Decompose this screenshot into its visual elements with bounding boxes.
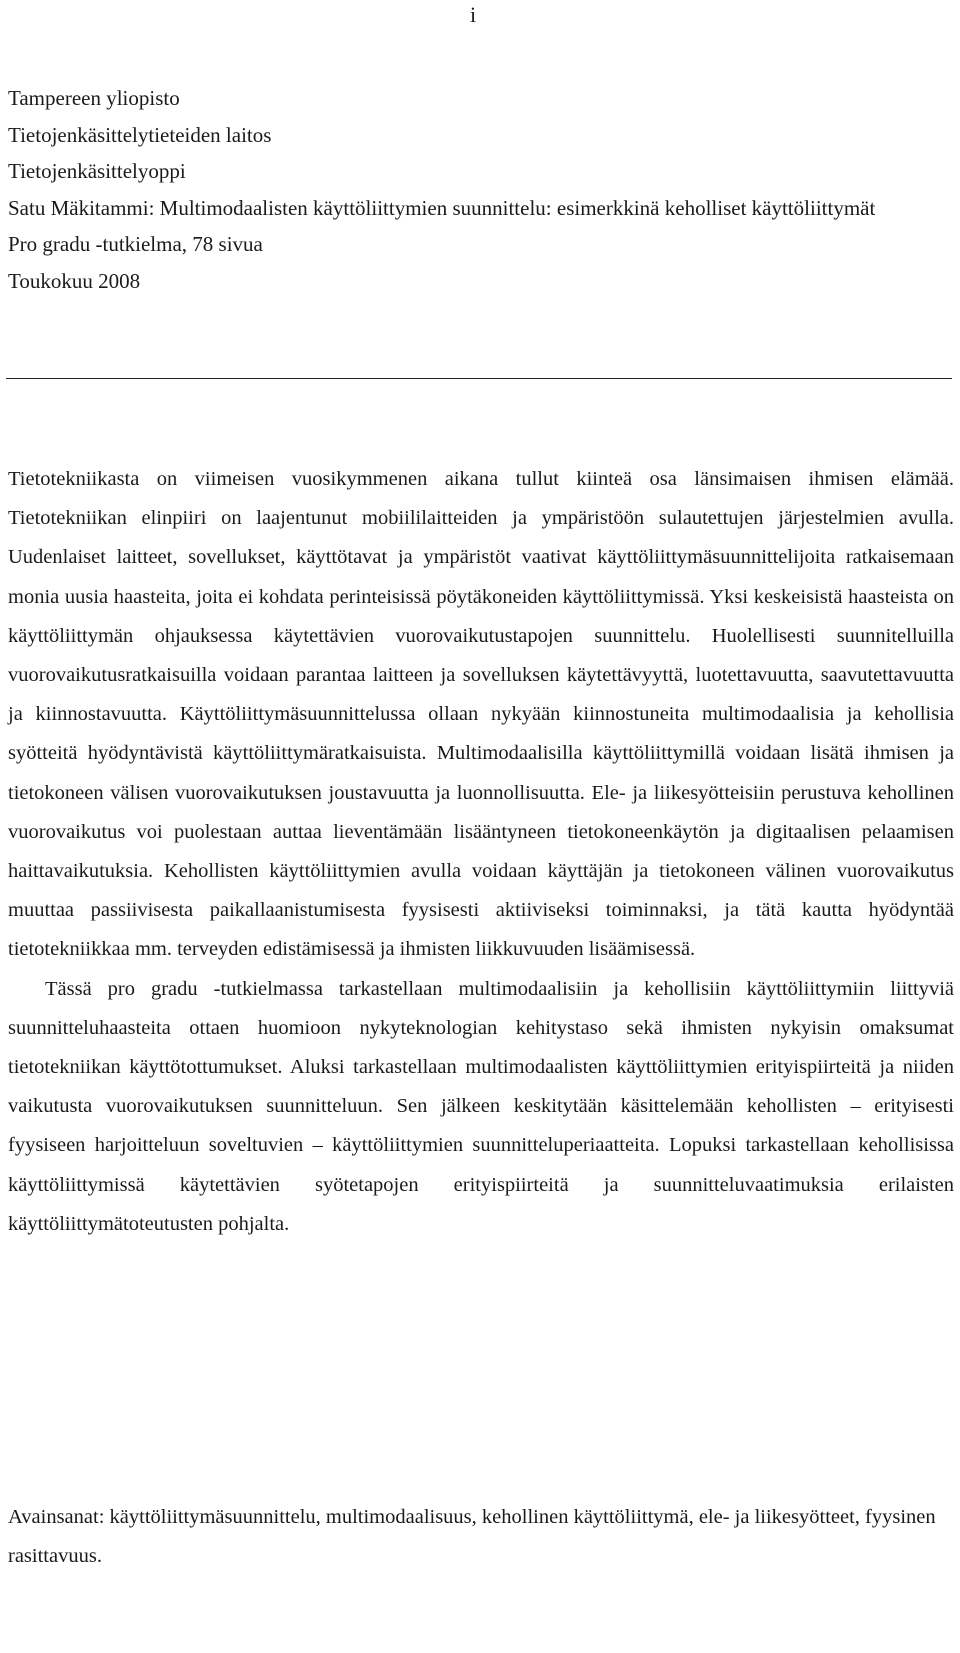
university-name: Tampereen yliopisto (8, 86, 180, 110)
horizontal-divider (6, 378, 952, 379)
department-name: Tietojenkäsittelytieteiden laitos (8, 122, 272, 147)
abstract-paragraph-2: Tässä pro gradu -tutkielmassa tarkastellaan multimodaalisiin ja kehollisiin käyttöliittymiin liittyviä suunnitteluhaasteita ottaen huomioon nykyteknologian kehitystaso sekä ihmisten nykyisin omaksumat tietotekniikan käyttötottumukset. Aluksi tarkastellaan multimodaalisten käyttöliittymien erityispiirteitä ja niiden vaikutusta vuorovaikutuksen suunnitteluun. Sen jälkeen keskitytään käsittelemään kehollisten – erityisesti fyysiseen harjoitteluun soveltuvien – käyttöliittymien suunnitteluperiaatteita. Lopuksi tarkastellaan kehollisissa käyttöliittymissä käytettävien syötetapojen erityispiirteitä ja suunnitteluvaatimuksia erilaisten käyttöliittymätoteutusten pohjalta. (8, 977, 954, 1235)
author-and-title: Satu Mäkitammi: Multimodaalisten käyttöliittymien suunnittelu: esimerkkinä keholliset käyttöliittymät (8, 195, 876, 220)
thesis-date: Toukokuu 2008 (8, 268, 141, 293)
abstract (8, 460, 954, 1244)
thesis-header (8, 80, 948, 299)
subject-name: Tietojenkäsittelyoppi (8, 159, 186, 183)
keywords: Avainsanat: käyttöliittymäsuunnittelu, multimodaalisuus, kehollinen käyttöliittymä, ele- ja liikesyötteet, fyysinen rasittavuus. (8, 1506, 936, 1567)
thesis-info: Pro gradu -tutkielma, 78 sivua (8, 232, 263, 256)
page-number: i (470, 2, 477, 27)
abstract-paragraph-1: Tietotekniikasta on viimeisen vuosikymmenen aikana tullut kiinteä osa länsimaisen ihmisen elämää. Tietotekniikan elinpiiri on laajentunut mobiililaitteiden ja ympäristöön sulautettujen järjestelmien avulla. Uudenlaiset laitteet, sovellukset, käyttötavat ja ympäristöt vaativat käyttöliittymäsuunnittelijoita ratkaisemaan monia uusia haasteita, joita ei kohdata perinteisissä pöytäkoneiden käyttöliittymissä. Yksi keskeisistä haasteista on käyttöliittymän ohjauksessa käytettävien vuorovaikutustapojen suunnittelu. Huolellisesti suunnitelluilla vuorovaikutusratkaisuilla voidaan parantaa laitteen ja sovelluksen käytettävyyttä, luotettavuutta, saavutettavuutta ja kiinnostavuutta. Käyttöliittymäsuunnittelussa ollaan nykyään kiinnostuneita multimodaalisia ja kehollisia syötteitä hyödyntävistä käyttöliittymäratkaisuista. Multimodaalisilla käyttöliittymillä voidaan lisätä ihmisen ja tietokoneen välisen vuorovaikutuksen joustavuutta ja luonnollisuutta. Ele- ja liikesyötteisiin perustuva kehollinen vuorovaikutus voi puolestaan auttaa lieventämään lisääntyneen tietokoneenkäytön ja digitaalisen pelaamisen haittavaikutuksia. Kehollisten käyttöliittymien avulla voidaan käyttäjän ja tietokoneen välinen vuorovaikutus muuttaa passiivisesta paikallaanistumisesta fyysisesti aktiiviseksi toiminnaksi, ja tätä kautta hyödyntää tietotekniikkaa mm. terveyden edistämisessä ja ihmisten liikkuvuuden lisäämisessä. (8, 468, 954, 961)
